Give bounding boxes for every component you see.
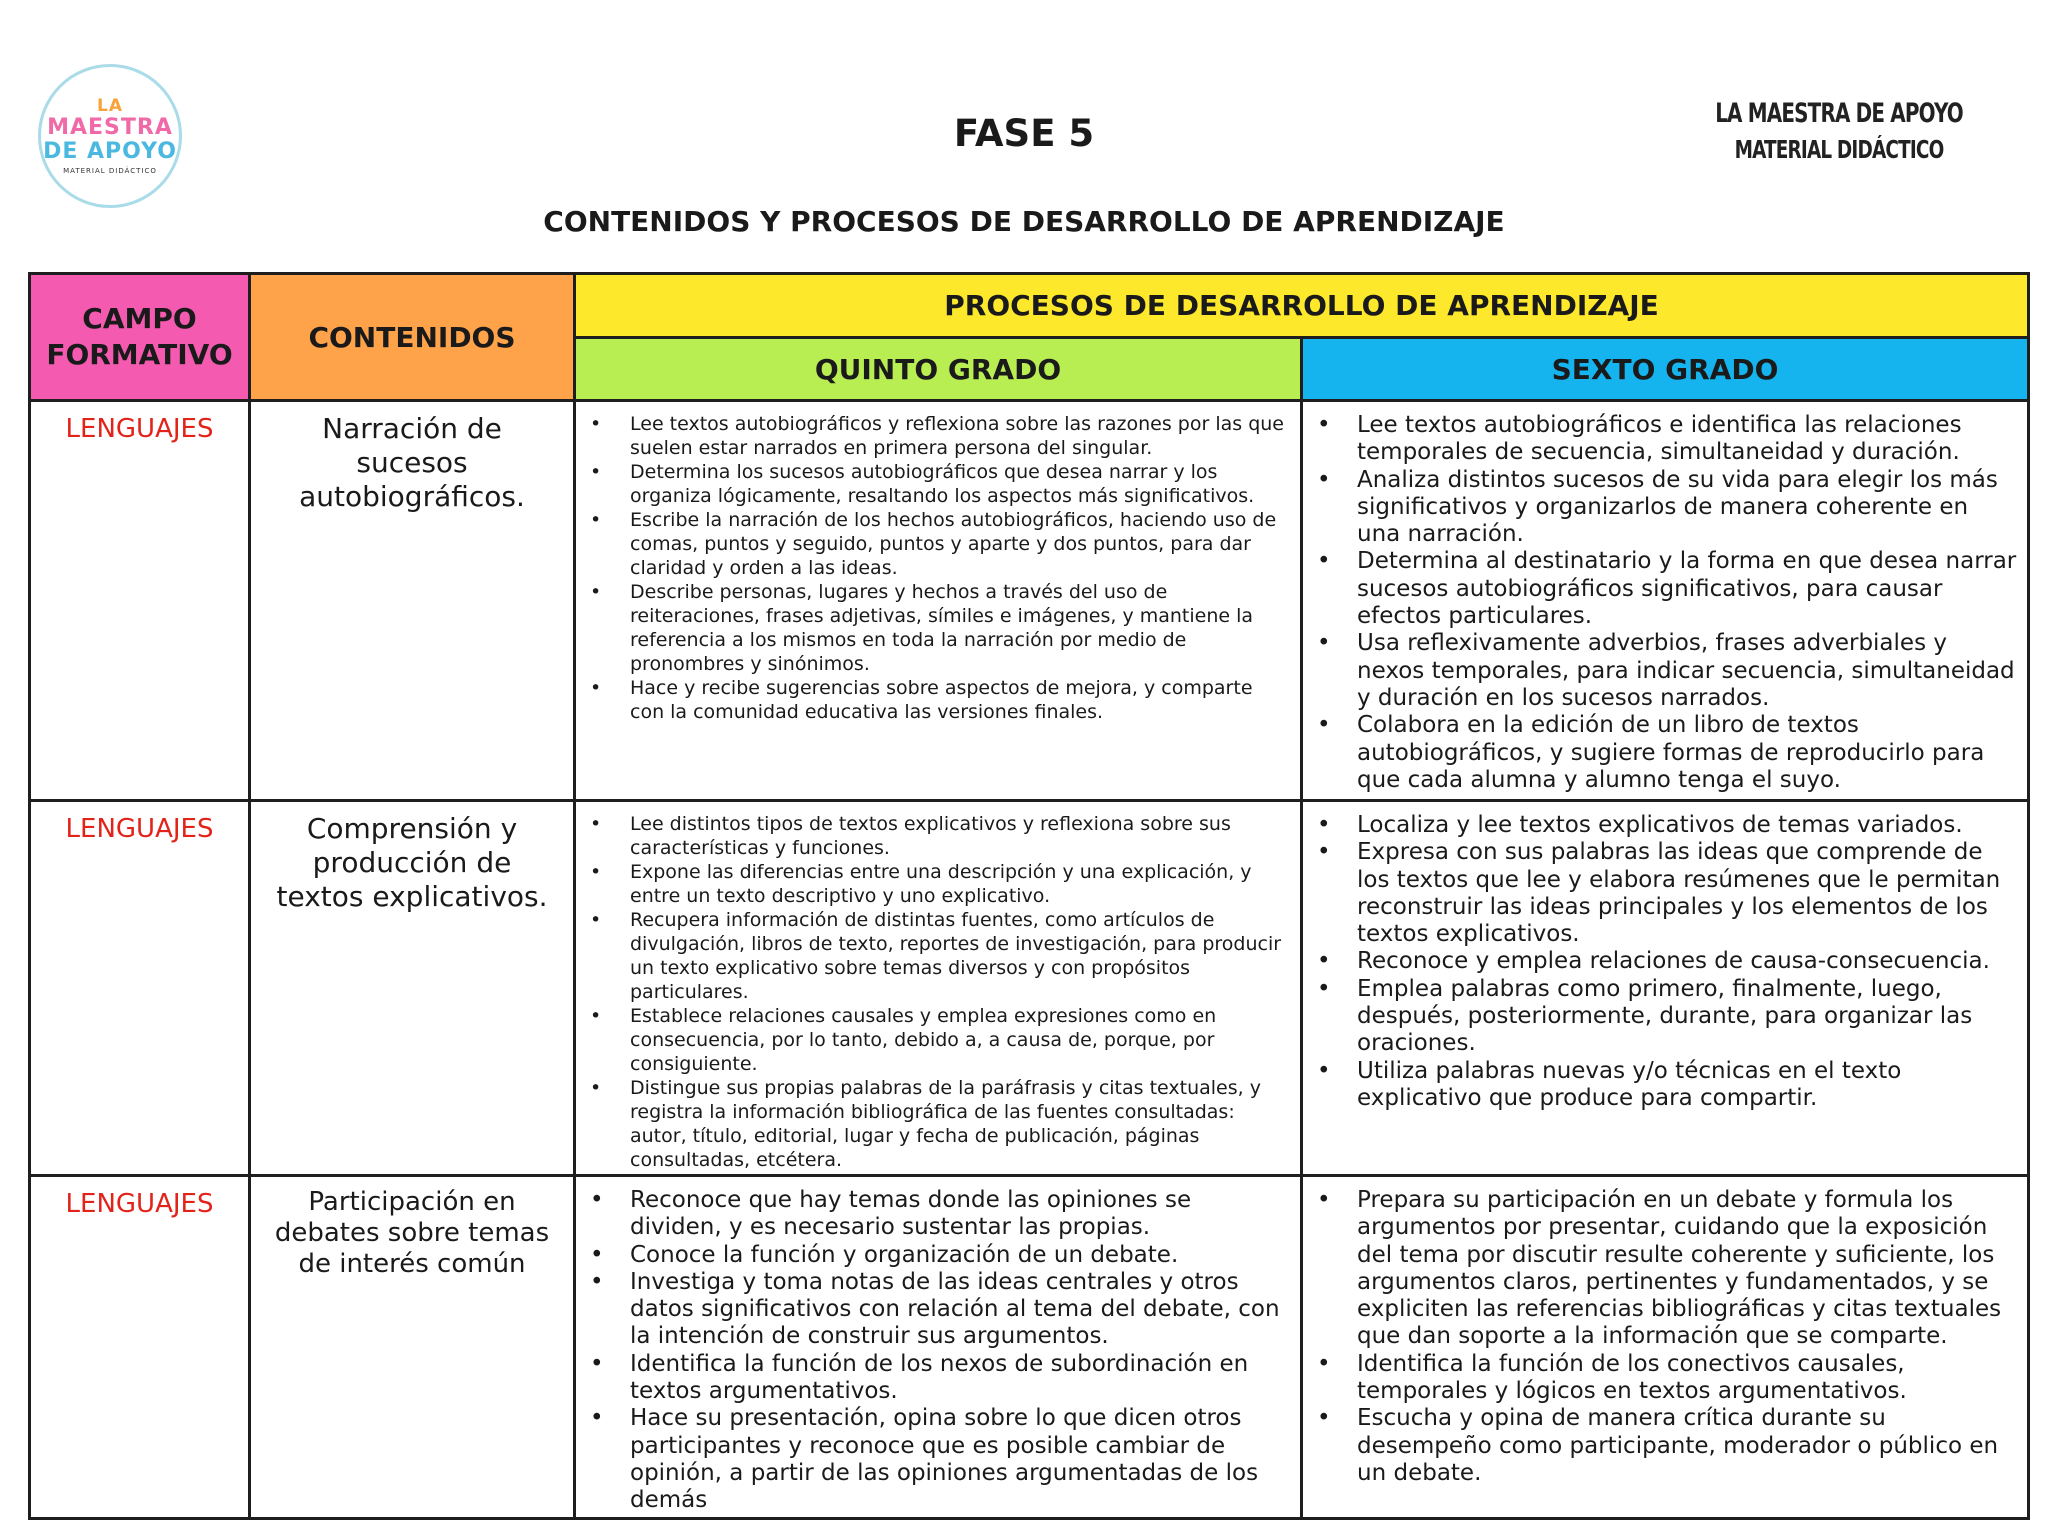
list-item: • Identifica la función de los conectivos causales, temporales y lógicos en textos argumentativos. [1357, 1351, 2017, 1406]
list-item: • Usa reflexivamente adverbios, frases adverbiales y nexos temporales, para indicar secuencia, simultaneidad y duración en los sucesos narrados. [1357, 630, 2017, 712]
brand-line-2: MATERIAL DIDÁCTICO [1734, 135, 1944, 164]
list-item: • Describe personas, lugares y hechos a través del uso de reiteraciones, frases adjetivas, símiles e imágenes, y mantiene la referencia a los mismos en toda la narración por medio de pronombres y sinónimos. [630, 580, 1290, 676]
list-item: • Hace su presentación, opina sobre lo que dicen otros participantes y reconoce que es posible cambiar de opinión, a partir de las opiniones argumentadas de los demás [630, 1405, 1290, 1514]
page-title: FASE 5 [953, 112, 1095, 155]
list-item: • Escucha y opina de manera crítica durante su desempeño como participante, moderador o público en un debate. [1357, 1405, 2017, 1487]
list-item: • Hace y recibe sugerencias sobre aspectos de mejora, y comparte con la comunidad educativa las versiones finales. [630, 676, 1290, 724]
sexto-cell [1302, 1176, 2029, 1519]
table-row [30, 1176, 2029, 1519]
sexto-cell [1302, 801, 2029, 1176]
contenido-cell: Narración de sucesos autobiográficos. [250, 401, 575, 801]
quinto-cell [575, 401, 1302, 801]
sexto-cell [1302, 401, 2029, 801]
list-item: • Identifica la función de los nexos de subordinación en textos argumentativos. [630, 1351, 1290, 1406]
list-item: • Determina los sucesos autobiográficos que desea narrar y los organiza lógicamente, resaltando los aspectos más significativos. [630, 460, 1290, 508]
list-item: • Determina al destinatario y la forma en que desea narrar sucesos autobiográficos significativos, para causar efectos particulares. [1357, 548, 2017, 630]
list-item: • Investiga y toma notas de las ideas centrales y otros datos significativos con relación al tema del debate, con la intención de construir sus argumentos. [630, 1269, 1290, 1351]
page-subtitle: CONTENIDOS Y PROCESOS DE DESARROLLO DE APRENDIZAJE [543, 205, 1505, 238]
logo-line-1: LA [97, 96, 123, 116]
list-item: • Emplea palabras como primero, finalmente, luego, después, posteriormente, durante, para organizar las oraciones. [1357, 976, 2017, 1058]
list-item: • Expone las diferencias entre una descripción y una explicación, y entre un texto descriptivo y uno explicativo. [630, 860, 1290, 908]
logo-line-2: MAESTRA [47, 115, 173, 140]
list-item: • Distingue sus propias palabras de la paráfrasis y citas textuales, y registra la información bibliográfica de las fuentes consultadas: autor, título, editorial, lugar y fecha de publicación, páginas consultadas, etcétera. [630, 1076, 1290, 1172]
header-campo-formativo: CAMPO FORMATIVO [30, 274, 250, 401]
header-contenidos: CONTENIDOS [250, 274, 575, 401]
quinto-cell [575, 1176, 1302, 1519]
brand-line-1: LA MAESTRA DE APOYO [1715, 98, 1963, 129]
logo-line-4: MATERIAL DIDÁCTICO [63, 167, 157, 175]
brand-text [1688, 98, 1990, 164]
list-item: • Recupera información de distintas fuentes, como artículos de divulgación, libros de texto, reportes de investigación, para producir un texto explicativo sobre temas diversos y con propósitos particulares. [630, 908, 1290, 1004]
list-item: • Analiza distintos sucesos de su vida para elegir los más significativos y organizarlos de manera coherente en una narración. [1357, 467, 2017, 549]
list-item: • Prepara su participación en un debate y formula los argumentos por presentar, cuidando que la exposición del tema por discutir resulte coherente y suficiente, los argumentos claros, pertinentes y fundamentados, y se expliciten las referencias bibliográficas y citas textuales que dan soporte a la información que se comparte. [1357, 1187, 2017, 1351]
list-item: • Expresa con sus palabras las ideas que comprende de los textos que lee y elabora resúmenes que le permitan reconstruir las ideas principales y los elementos de los textos explicativos. [1357, 839, 2017, 948]
header-procesos: PROCESOS DE DESARROLLO DE APRENDIZAJE [575, 274, 2029, 338]
header-quinto-grado: QUINTO GRADO [575, 338, 1302, 401]
list-item: • Colabora en la edición de un libro de textos autobiográficos, y sugiere formas de reproducirlo para que cada alumna y alumno tenga el suyo. [1357, 712, 2017, 794]
list-item: • Reconoce y emplea relaciones de causa-consecuencia. [1357, 948, 2017, 975]
contenido-cell: Participación en debates sobre temas de interés común [250, 1176, 575, 1519]
list-item: • Conoce la función y organización de un debate. [630, 1242, 1290, 1269]
list-item: • Escribe la narración de los hechos autobiográficos, haciendo uso de comas, puntos y seguido, puntos y aparte y dos puntos, para dar claridad y orden a las ideas. [630, 508, 1290, 580]
content-table [28, 272, 2030, 1520]
campo-cell: LENGUAJES [30, 1176, 250, 1519]
list-item: • Lee textos autobiográficos e identifica las relaciones temporales de secuencia, simultaneidad y duración. [1357, 412, 2017, 467]
list-item: • Utiliza palabras nuevas y/o técnicas en el texto explicativo que produce para compartir. [1357, 1058, 2017, 1113]
list-item: • Localiza y lee textos explicativos de temas variados. [1357, 812, 2017, 839]
header-sexto-grado: SEXTO GRADO [1302, 338, 2029, 401]
contenido-cell: Comprensión y producción de textos explicativos. [250, 801, 575, 1176]
list-item: • Lee distintos tipos de textos explicativos y reflexiona sobre sus características y funciones. [630, 812, 1290, 860]
table-row [30, 401, 2029, 801]
campo-cell: LENGUAJES [30, 801, 250, 1176]
list-item: • Establece relaciones causales y emplea expresiones como en consecuencia, por lo tanto, debido a, a causa de, porque, por consiguiente. [630, 1004, 1290, 1076]
quinto-cell [575, 801, 1302, 1176]
list-item: • Lee textos autobiográficos y reflexiona sobre las razones por las que suelen estar narrados en primera persona del singular. [630, 412, 1290, 460]
campo-cell: LENGUAJES [30, 401, 250, 801]
logo-line-3: DE APOYO [43, 139, 177, 164]
list-item: • Reconoce que hay temas donde las opiniones se dividen, y es necesario sustentar las propias. [630, 1187, 1290, 1242]
table-row [30, 801, 2029, 1176]
